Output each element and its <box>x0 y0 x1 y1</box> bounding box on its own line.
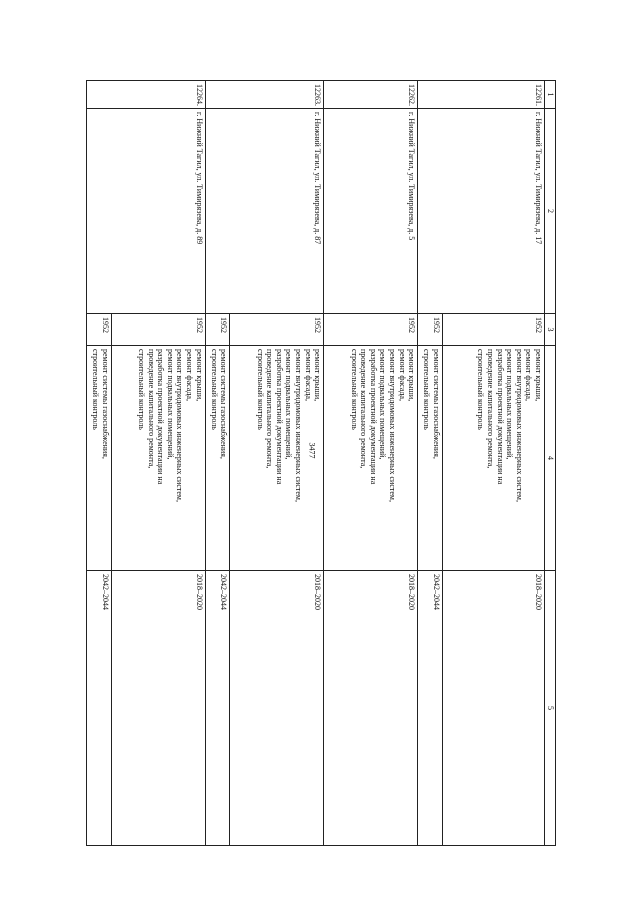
header-col-2: 2 <box>545 109 556 314</box>
row-number: 12263. <box>205 81 324 109</box>
header-col-3: 3 <box>545 314 556 346</box>
row-address: г. Нижний Тагил, ул. Тимирязева, д. 89 <box>87 109 206 314</box>
row-number: 12261. <box>418 81 545 109</box>
row-address: г. Нижний Тагил, ул. Тимирязева, д. 5 <box>324 109 418 314</box>
row-works: ремонт крыши, ремонт фасада, ремонт внутридомовых инженерных систем, ремонт подвальных помещений, разработка проектной документации на проведение капитального ремонта, строительный контроль <box>442 346 544 571</box>
row-period: 2018–2020 <box>442 571 544 846</box>
row-number: 12262. <box>324 81 418 109</box>
header-row <box>545 81 556 846</box>
row-address: г. Нижний Тагил, ул. Тимирязева, д. 17 <box>418 109 545 314</box>
row-year: 1952 <box>111 314 205 346</box>
table-row <box>111 81 205 846</box>
row-period: 2018–2020 <box>111 571 205 846</box>
row-number: 12264. <box>87 81 206 109</box>
row-year: 1952 <box>230 314 324 346</box>
row-works: ремонт крыши, ремонт фасада, ремонт внутридомовых инженерных систем, ремонт подвальных помещений, разработка проектной документации на проведение капитального ремонта, строительный контроль <box>324 346 418 571</box>
row-period: 2018–2020 <box>230 571 324 846</box>
row-works: ремонт крыши, ремонт фасада, ремонт внутридомовых инженерных систем, ремонт подвальных помещений, разработка проектной документации на проведение капитального ремонта, строительный контроль <box>111 346 205 571</box>
row-period: 2018–2020 <box>324 571 418 846</box>
row-works: ремонт крыши, ремонт фасада, ремонт внутридомовых инженерных систем, ремонт подвальных помещений, разработка проектной документации на проведение капитального ремонта, строительный контроль <box>230 346 324 571</box>
table-row <box>324 81 418 846</box>
row-works: ремонт системы газоснабжения, строительный контроль <box>87 346 112 571</box>
table-row <box>230 81 324 846</box>
row-works: ремонт системы газоснабжения, строительный контроль <box>205 346 230 571</box>
row-address: г. Нижний Тагил, ул. Тимирязева, д. 87 <box>205 109 324 314</box>
row-year: 1952 <box>442 314 544 346</box>
row-works: ремонт системы газоснабжения, строительный контроль <box>418 346 443 571</box>
row-period: 2042–2044 <box>205 571 230 846</box>
row-period: 2042–2044 <box>418 571 443 846</box>
rotated-table-wrap <box>86 80 556 845</box>
row-period: 2042–2044 <box>87 571 112 846</box>
row-year: 1952 <box>205 314 230 346</box>
row-year: 1952 <box>87 314 112 346</box>
row-year: 1952 <box>324 314 418 346</box>
header-col-4: 4 <box>545 346 556 571</box>
page-number: 3477 <box>307 442 317 459</box>
header-col-5: 5 <box>545 571 556 846</box>
table-row <box>442 81 544 846</box>
row-year: 1952 <box>418 314 443 346</box>
header-col-1: 1 <box>545 81 556 109</box>
repair-schedule-table <box>86 80 556 846</box>
